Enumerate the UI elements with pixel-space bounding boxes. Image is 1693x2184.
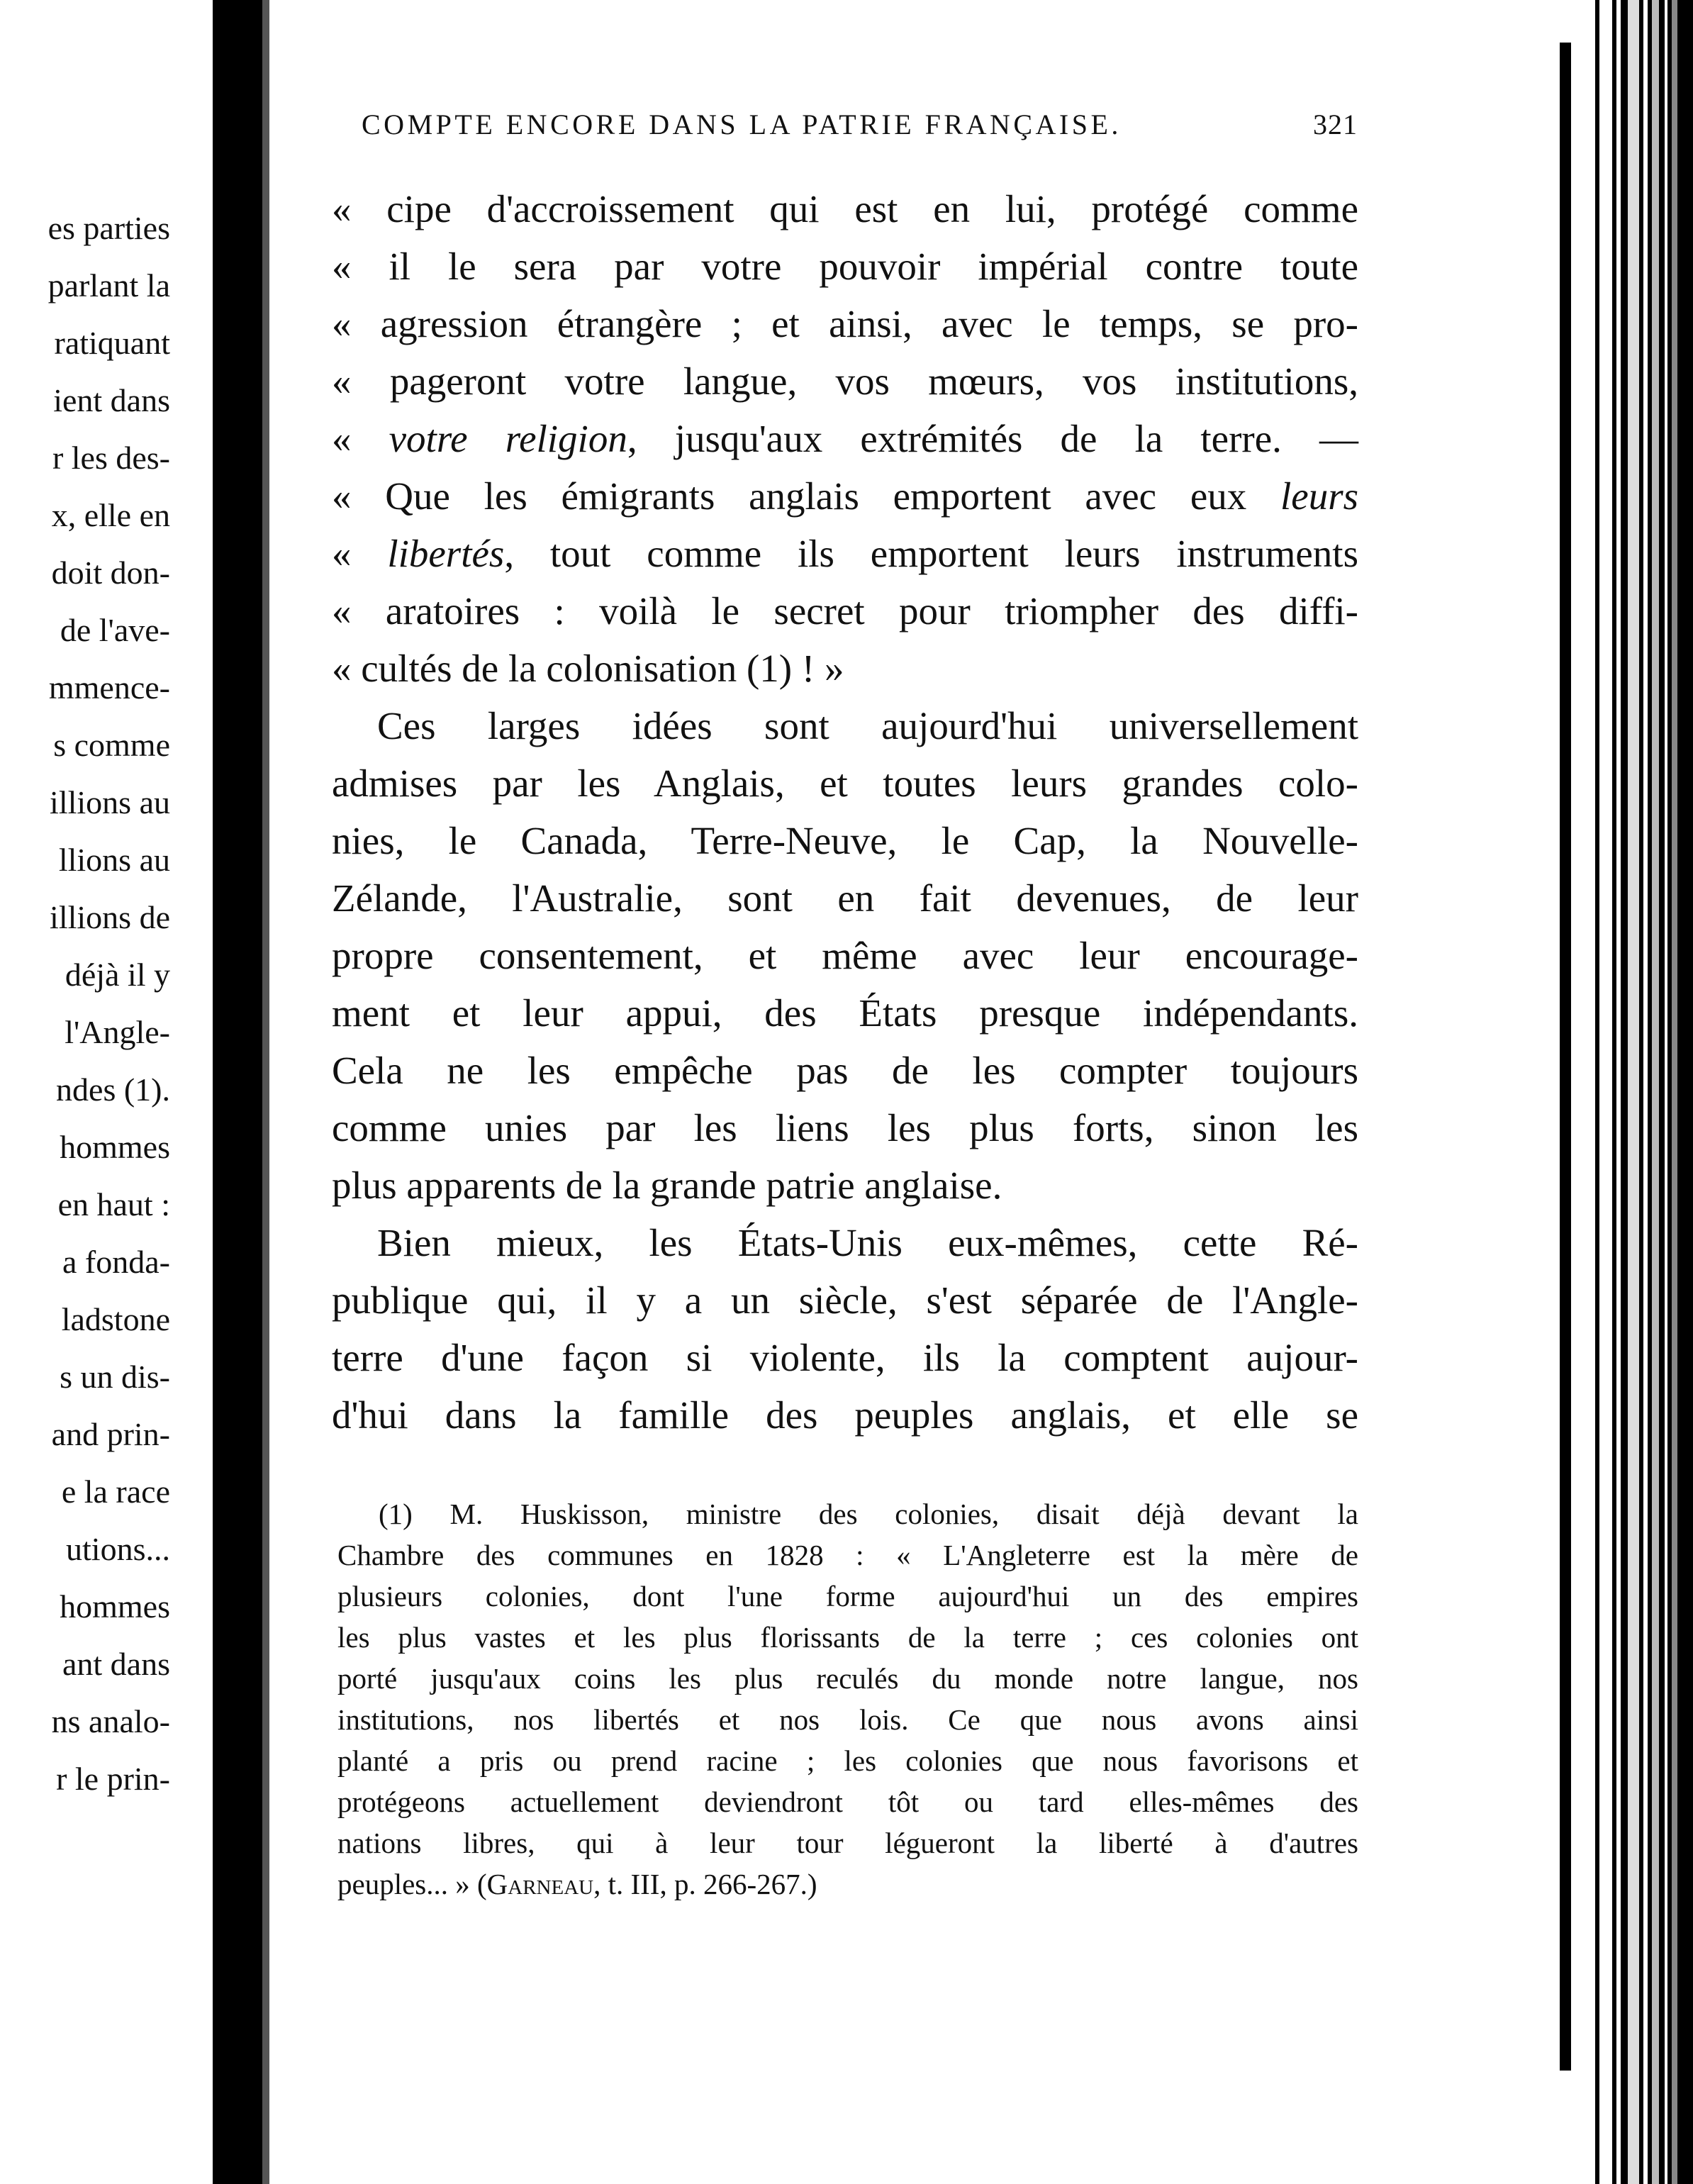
body-line: terre d'une façon si violente, ils la comptent aujour- bbox=[332, 1336, 1358, 1379]
left-page-line: hommes bbox=[60, 1588, 170, 1625]
left-page-line: ns analo- bbox=[51, 1703, 170, 1739]
left-page-line: hommes bbox=[60, 1129, 170, 1165]
body-line: ment et leur appui, des États presque indépendants. bbox=[332, 991, 1358, 1035]
left-page-line: doit don- bbox=[51, 555, 170, 591]
left-page-line: e la race bbox=[61, 1473, 170, 1510]
left-page-line: mmence- bbox=[48, 669, 170, 706]
footnote-line: institutions, nos libertés et nos lois. Ce que nous avons ainsi bbox=[337, 1703, 1358, 1736]
body-line: d'hui dans la famille des peuples anglais, et elle se bbox=[332, 1393, 1358, 1437]
body-line: propre consentement, et même avec leur encourage- bbox=[332, 934, 1358, 977]
footnote-line: plusieurs colonies, dont l'une forme aujourd'hui un des empires bbox=[337, 1580, 1358, 1612]
footnote-line: protégeons actuellement deviendront tôt ou tard elles-mêmes des bbox=[337, 1785, 1358, 1818]
body-line: publique qui, il y a un siècle, s'est séparée de l'Angle- bbox=[332, 1278, 1358, 1322]
left-page-line: illions de bbox=[50, 899, 170, 935]
body-line: « cipe d'accroissement qui est en lui, protégé comme bbox=[332, 187, 1358, 230]
body-line: Ces larges idées sont aujourd'hui universellement bbox=[377, 704, 1358, 747]
body-line: « Que les émigrants anglais emportent avec eux leurs bbox=[332, 474, 1358, 518]
page-number: 321 bbox=[1313, 108, 1358, 140]
body-line: plus apparents de la grande patrie anglaise. bbox=[332, 1164, 1002, 1207]
footnote-line: planté a pris ou prend racine ; les colonies que nous favorisons et bbox=[337, 1744, 1358, 1777]
body-line: Zélande, l'Australie, sont en fait devenues, de leur bbox=[332, 876, 1358, 920]
body-line: comme unies par les liens les plus forts, sinon les bbox=[332, 1106, 1358, 1149]
left-page-line: ant dans bbox=[62, 1646, 170, 1682]
body-line: « votre religion, jusqu'aux extrémités de la terre. — bbox=[332, 417, 1359, 460]
left-page-line: utions... bbox=[66, 1531, 170, 1567]
left-page-line: and prin- bbox=[51, 1416, 170, 1452]
footnote-line: les plus vastes et les plus florissants de la terre ; ces colonies ont bbox=[337, 1621, 1358, 1654]
footnote-line: peuples... » (Garneau, t. III, p. 266-267.) bbox=[337, 1868, 817, 1900]
left-page-line: r le prin- bbox=[56, 1761, 170, 1797]
left-page-line: s un dis- bbox=[60, 1359, 170, 1395]
body-line: « pageront votre langue, vos mœurs, vos institutions, bbox=[332, 360, 1358, 403]
footnote-line: Chambre des communes en 1828 : « L'Angleterre est la mère de bbox=[337, 1539, 1358, 1571]
left-page-line: llions au bbox=[58, 842, 170, 878]
body-line: « aratoires : voilà le secret pour triompher des diffi- bbox=[332, 589, 1358, 633]
left-page-line: de l'ave- bbox=[60, 612, 170, 648]
body-line: « libertés, tout comme ils emportent leurs instruments bbox=[332, 532, 1358, 575]
left-page-line: l'Angle- bbox=[65, 1014, 170, 1050]
body-line: « il le sera par votre pouvoir impérial contre toute bbox=[332, 245, 1358, 288]
left-page-line: parlant la bbox=[48, 267, 170, 303]
body-line: admises par les Anglais, et toutes leurs grandes colo- bbox=[332, 762, 1358, 805]
gutter-shadow bbox=[213, 0, 262, 2184]
footnote-line: porté jusqu'aux coins les plus reculés du monde notre langue, nos bbox=[337, 1662, 1358, 1695]
body-line: « agression étrangère ; et ainsi, avec le temps, se pro- bbox=[332, 302, 1358, 345]
left-page-line: ratiquant bbox=[54, 325, 170, 361]
left-page-line: ndes (1). bbox=[56, 1071, 170, 1108]
body-line: Cela ne les empêche pas de les compter toujours bbox=[332, 1049, 1358, 1092]
body-line: « cultés de la colonisation (1) ! » bbox=[332, 647, 844, 690]
left-page-line: ient dans bbox=[53, 382, 170, 418]
left-page-line: en haut : bbox=[57, 1186, 170, 1222]
left-page-line: s comme bbox=[53, 727, 170, 763]
left-page-line: a fonda- bbox=[62, 1244, 170, 1280]
left-page-line: x, elle en bbox=[51, 497, 170, 533]
left-page-line: ladstone bbox=[61, 1301, 170, 1337]
left-page-line: illions au bbox=[50, 784, 170, 820]
body-line: nies, le Canada, Terre-Neuve, le Cap, la Nouvelle- bbox=[332, 819, 1358, 862]
left-page-line: déjà il y bbox=[65, 957, 170, 993]
footnote-line: (1) M. Huskisson, ministre des colonies, disait déjà devant la bbox=[379, 1498, 1358, 1530]
running-title: COMPTE ENCORE DANS LA PATRIE FRANÇAISE. bbox=[362, 108, 1122, 140]
left-page-line: es parties bbox=[48, 210, 170, 246]
left-page-line: r les des- bbox=[52, 440, 170, 476]
running-header bbox=[362, 108, 1358, 141]
left-page-fragment bbox=[0, 0, 170, 2184]
body-line: Bien mieux, les États-Unis eux-mêmes, cette Ré- bbox=[377, 1221, 1358, 1264]
footnote-line: nations libres, qui à leur tour légueront la liberté à d'autres bbox=[337, 1827, 1358, 1859]
